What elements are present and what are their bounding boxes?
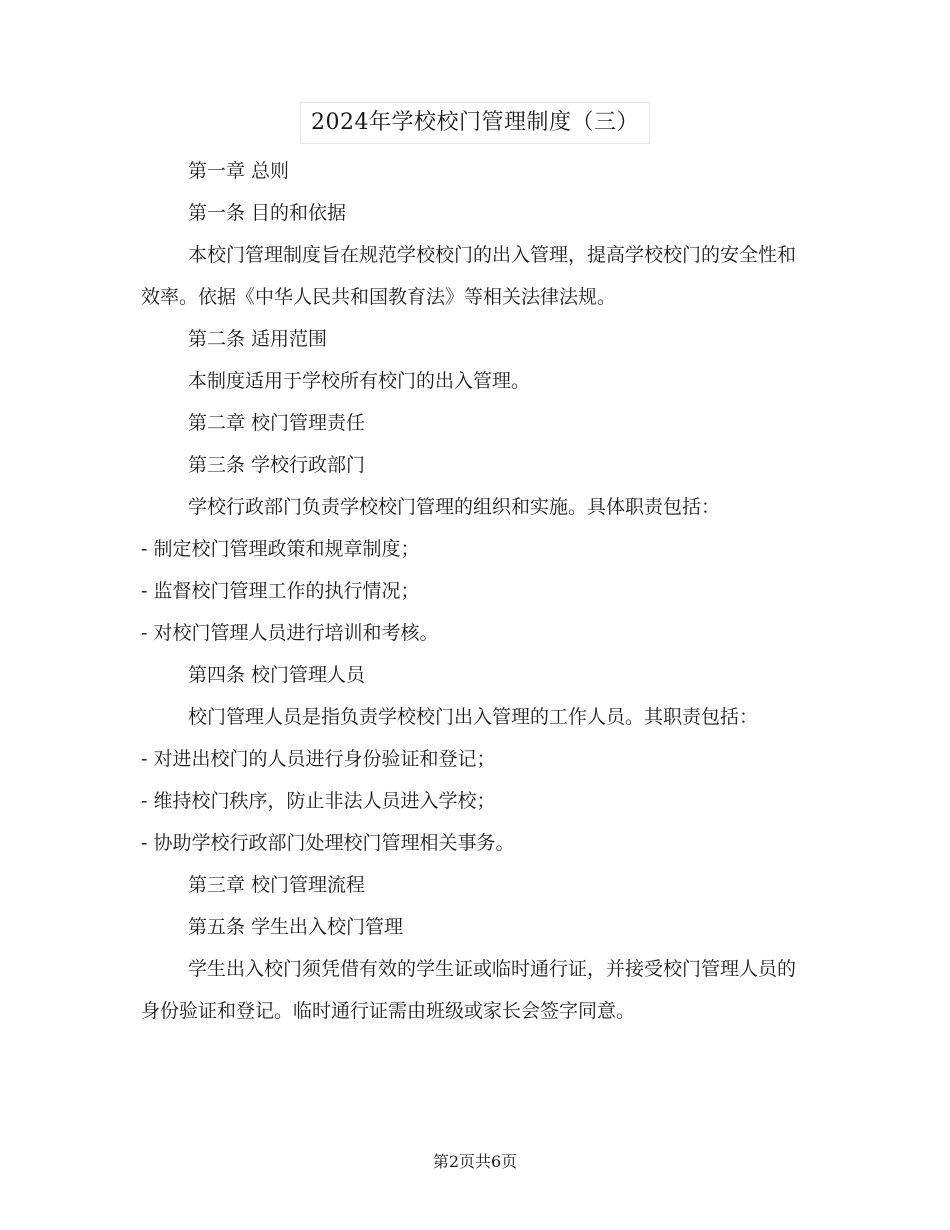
list-item: - 对校门管理人员进行培训和考核。 xyxy=(141,622,439,644)
body-paragraph: 本制度适用于学校所有校门的出入管理。 xyxy=(188,370,531,392)
body-paragraph: 学校行政部门负责学校校门管理的组织和实施。具体职责包括： xyxy=(188,496,721,518)
document-title: 2024年学校校门管理制度（三） xyxy=(300,102,650,144)
title-container xyxy=(0,102,950,144)
article-heading: 第一条 目的和依据 xyxy=(188,202,347,224)
article-heading: 第四条 校门管理人员 xyxy=(188,664,366,686)
list-item: - 制定校门管理政策和规章制度； xyxy=(141,538,420,560)
chapter-heading: 第二章 校门管理责任 xyxy=(188,412,366,434)
chapter-heading: 第一章 总则 xyxy=(188,160,290,182)
list-item: - 维持校门秩序，防止非法人员进入学校； xyxy=(141,790,496,812)
body-paragraph: 学生出入校门须凭借有效的学生证或临时通行证，并接受校门管理人员的身份验证和登记。临时通行证需由班级或家长会签字同意。 xyxy=(141,958,797,1022)
list-item: - 协助学校行政部门处理校门管理相关事务。 xyxy=(141,832,515,854)
document-body xyxy=(141,150,806,1032)
body-paragraph: 校门管理人员是指负责学校校门出入管理的工作人员。其职责包括： xyxy=(188,706,759,728)
article-heading: 第二条 适用范围 xyxy=(188,328,328,350)
list-item: - 监督校门管理工作的执行情况； xyxy=(141,580,420,602)
chapter-heading: 第三章 校门管理流程 xyxy=(188,874,366,896)
body-paragraph: 本校门管理制度旨在规范学校校门的出入管理，提高学校校门的安全性和效率。依据《中华人民共和国教育法》等相关法律法规。 xyxy=(141,244,797,308)
article-heading: 第五条 学生出入校门管理 xyxy=(188,916,404,938)
list-item: - 对进出校门的人员进行身份验证和登记； xyxy=(141,748,496,770)
article-heading: 第三条 学校行政部门 xyxy=(188,454,366,476)
page-number-footer: 第2页共6页 xyxy=(432,1152,518,1171)
